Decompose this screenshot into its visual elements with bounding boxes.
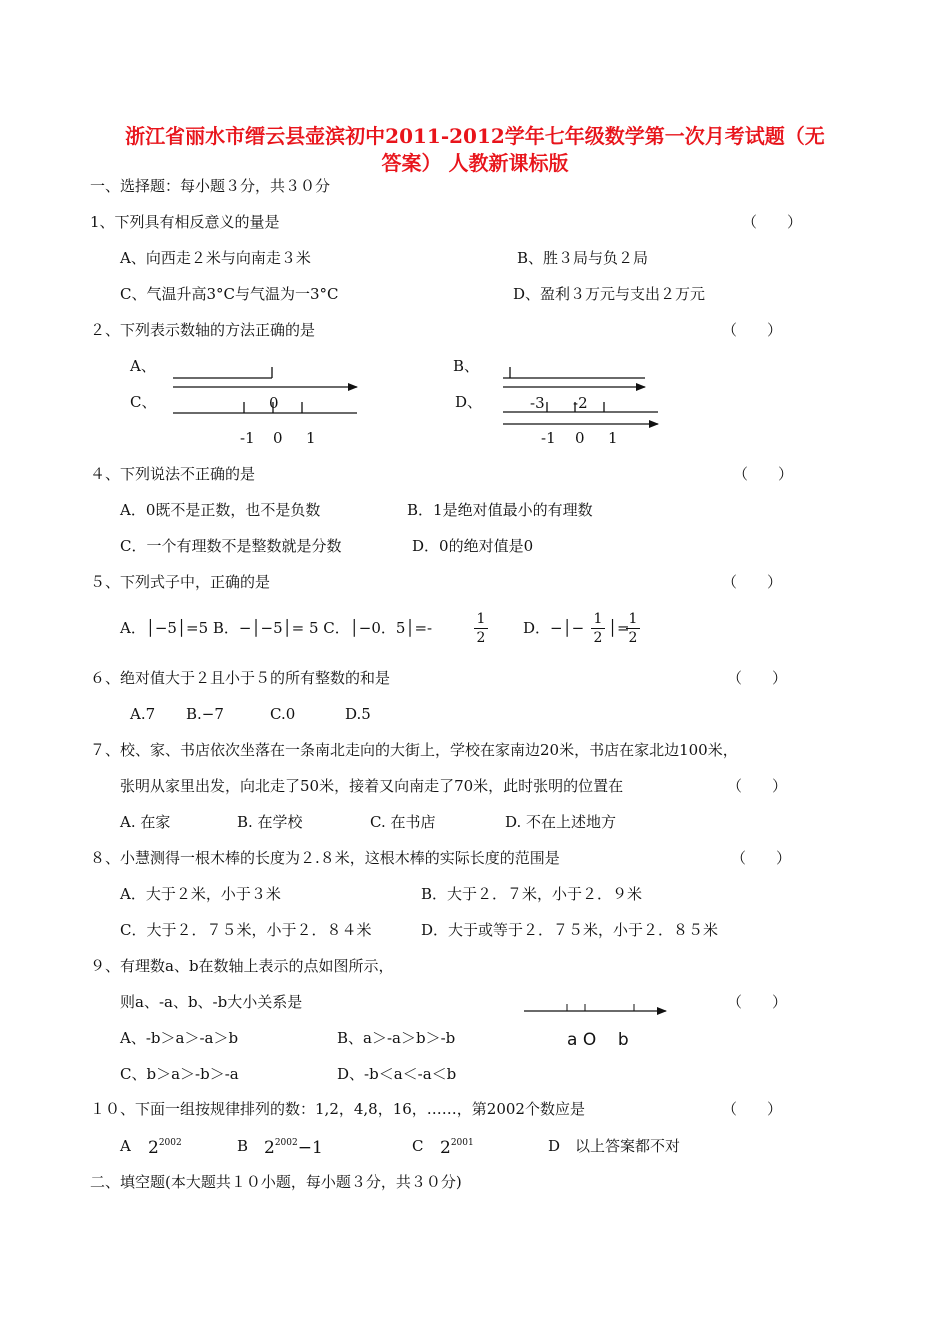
- q6-option-c: C.0: [270, 705, 296, 723]
- power-base: 2: [440, 1138, 451, 1158]
- q8-option-d: D．大于或等于２．７５米，小于２．８５米: [421, 921, 719, 939]
- fraction-denominator: 2: [628, 630, 638, 646]
- power-exponent: 2001: [450, 1138, 474, 1148]
- q9-option-b: B、a＞-a＞b＞-b: [337, 1029, 456, 1047]
- fraction-numerator: 1: [628, 611, 638, 627]
- q2-b-label-neg3: -3: [530, 394, 545, 412]
- document-title-line1: 浙江省丽水市缙云县壶滨初中2011-2012学年七年级数学第一次月考试题（无: [125, 124, 825, 148]
- document-title-line2: 答案） 人教新课标版: [381, 151, 569, 175]
- q1-option-c: C、气温升高3°C与气温为一3°C: [120, 285, 339, 303]
- q7-option-d: D. 不在上述地方: [505, 813, 617, 831]
- q9-option-c: C、b＞a＞-b＞-a: [120, 1065, 239, 1083]
- q2-option-a: A、: [130, 357, 156, 375]
- power-base: 2: [148, 1138, 159, 1158]
- q5-option-d-part2: │=: [608, 619, 630, 637]
- q2-option-c: C、: [130, 393, 157, 411]
- q5-options-abc: A．│−5│=5 B．−│−5│= 5 C．│−0．5│=-: [120, 619, 433, 637]
- fraction-bar: [626, 628, 640, 629]
- q7-option-b: B. 在学校: [237, 813, 303, 831]
- q10-option-c-letter: C: [412, 1137, 424, 1155]
- q7-option-c: C. 在书店: [370, 813, 436, 831]
- q10-option-b-power: [264, 1138, 323, 1161]
- q4-answer-paren: （ ）: [733, 465, 794, 483]
- q8-answer-paren: （ ）: [731, 849, 792, 867]
- q1-option-a: A、向西走２米与向南走３米: [120, 249, 311, 267]
- q10-option-d: D 以上答案都不对: [548, 1137, 681, 1155]
- q10-answer-paren: （ ）: [722, 1100, 783, 1118]
- q7-stem-line1: ７、校、家、书店依次坐落在一条南北走向的大街上，学校在家南边20米，书店在家北边100米，: [90, 741, 738, 759]
- fraction-denominator: 2: [593, 630, 603, 646]
- q5-fraction-d2: [626, 611, 640, 646]
- q7-option-a: A. 在家: [120, 813, 171, 831]
- q2-b-label-neg2: -2: [573, 394, 588, 412]
- section-heading-choice: 一、选择题：每小题３分，共３０分: [90, 177, 331, 195]
- q2-d-label-neg1: -1: [541, 429, 556, 447]
- q8-option-b: B．大于２．７米，小于２．９米: [421, 885, 643, 903]
- q1-stem: 1、下列具有相反意义的量是: [90, 213, 280, 231]
- fraction-bar: [591, 628, 605, 629]
- power-exponent: 2002: [158, 1138, 182, 1148]
- q7-stem-line2: 张明从家里出发，向北走了50米，接着又向南走了70米，此时张明的位置在: [120, 777, 624, 795]
- q2-a-label-zero: 0: [269, 394, 279, 412]
- q2-figure-c: [173, 402, 357, 413]
- q6-stem: ６、绝对值大于２且小于５的所有整数的和是: [90, 669, 391, 687]
- q10-option-b-letter: B: [237, 1137, 249, 1155]
- q4-option-d: D．0的绝对值是0: [412, 537, 534, 555]
- q2-c-label-zero: 0: [273, 429, 283, 447]
- fraction-numerator: 1: [476, 611, 486, 627]
- q9-stem-line2: 则a、-a、b、-b大小关系是: [120, 993, 303, 1011]
- q2-figure-a: [173, 367, 357, 387]
- q8-option-c: C．大于２．７５米，小于２．８４米: [120, 921, 372, 939]
- q1-option-b: B、胜３局与负２局: [517, 249, 649, 267]
- q2-d-label-one: 1: [608, 429, 618, 447]
- q5-stem: ５、下列式子中，正确的是: [90, 573, 271, 591]
- q6-answer-paren: （ ）: [727, 669, 788, 687]
- q10-option-a-letter: A: [120, 1137, 131, 1155]
- q6-option-b: B.−7: [186, 705, 224, 723]
- q4-stem: ４、下列说法不正确的是: [90, 465, 256, 483]
- power-exponent: 2002: [274, 1138, 298, 1148]
- q2-c-label-neg1: -1: [240, 429, 255, 447]
- q6-option-a: A.7: [130, 705, 156, 723]
- q7-answer-paren: （ ）: [727, 777, 788, 795]
- q8-option-a: A．大于２米，小于３米: [120, 885, 281, 903]
- q5-option-d-part1: D．−│−: [523, 619, 585, 637]
- q9-option-a: A、-b＞a＞-a＞b: [120, 1029, 239, 1047]
- q10-option-c-power: [440, 1138, 474, 1161]
- q4-option-c: C．一个有理数不是整数就是分数: [120, 537, 342, 555]
- q10-option-a-power: [148, 1138, 182, 1161]
- q2-option-d: D、: [455, 393, 483, 411]
- power-tail: −1: [297, 1138, 323, 1158]
- power-base: 2: [264, 1138, 275, 1158]
- q8-stem: ８、小慧测得一根木棒的长度为２.８米，这根木棒的实际长度的范围是: [90, 849, 560, 867]
- q9-option-d: D、-b＜a＜-a＜b: [337, 1065, 457, 1083]
- fraction-bar: [474, 628, 488, 629]
- q4-option-b: B．1是绝对值最小的有理数: [407, 501, 593, 519]
- q2-c-label-one: 1: [306, 429, 316, 447]
- q5-fraction-c: [474, 611, 488, 646]
- q5-fraction-d1: [591, 611, 605, 646]
- fraction-denominator: 2: [476, 630, 486, 646]
- q1-answer-paren: （ ）: [742, 213, 803, 231]
- q4-option-a: A．0既不是正数，也不是负数: [120, 501, 321, 519]
- section-heading-fill-in: 二、填空题(本大题共１０小题，每小题３分，共３０分): [90, 1173, 462, 1191]
- q2-d-label-zero: 0: [575, 429, 585, 447]
- q9-axis-labels: a O b: [567, 1030, 629, 1050]
- q6-option-d: D.5: [345, 705, 371, 723]
- q10-stem: １０、下面一组按规律排列的数：1,2，4,8，16，……，第2002个数应是: [90, 1100, 585, 1118]
- q2-answer-paren: （ ）: [722, 321, 783, 339]
- q2-option-b: B、: [453, 357, 480, 375]
- q2-stem: ２、下列表示数轴的方法正确的是: [90, 321, 316, 339]
- q9-answer-paren: （ ）: [727, 993, 788, 1011]
- q1-option-d: D、盈利３万元与支出２万元: [513, 285, 706, 303]
- q5-answer-paren: （ ）: [722, 573, 783, 591]
- q9-stem-line1: ９、有理数a、b在数轴上表示的点如图所示，: [90, 957, 394, 975]
- q9-number-line: [524, 1004, 666, 1011]
- q2-figure-b: [503, 367, 645, 387]
- fraction-numerator: 1: [593, 611, 603, 627]
